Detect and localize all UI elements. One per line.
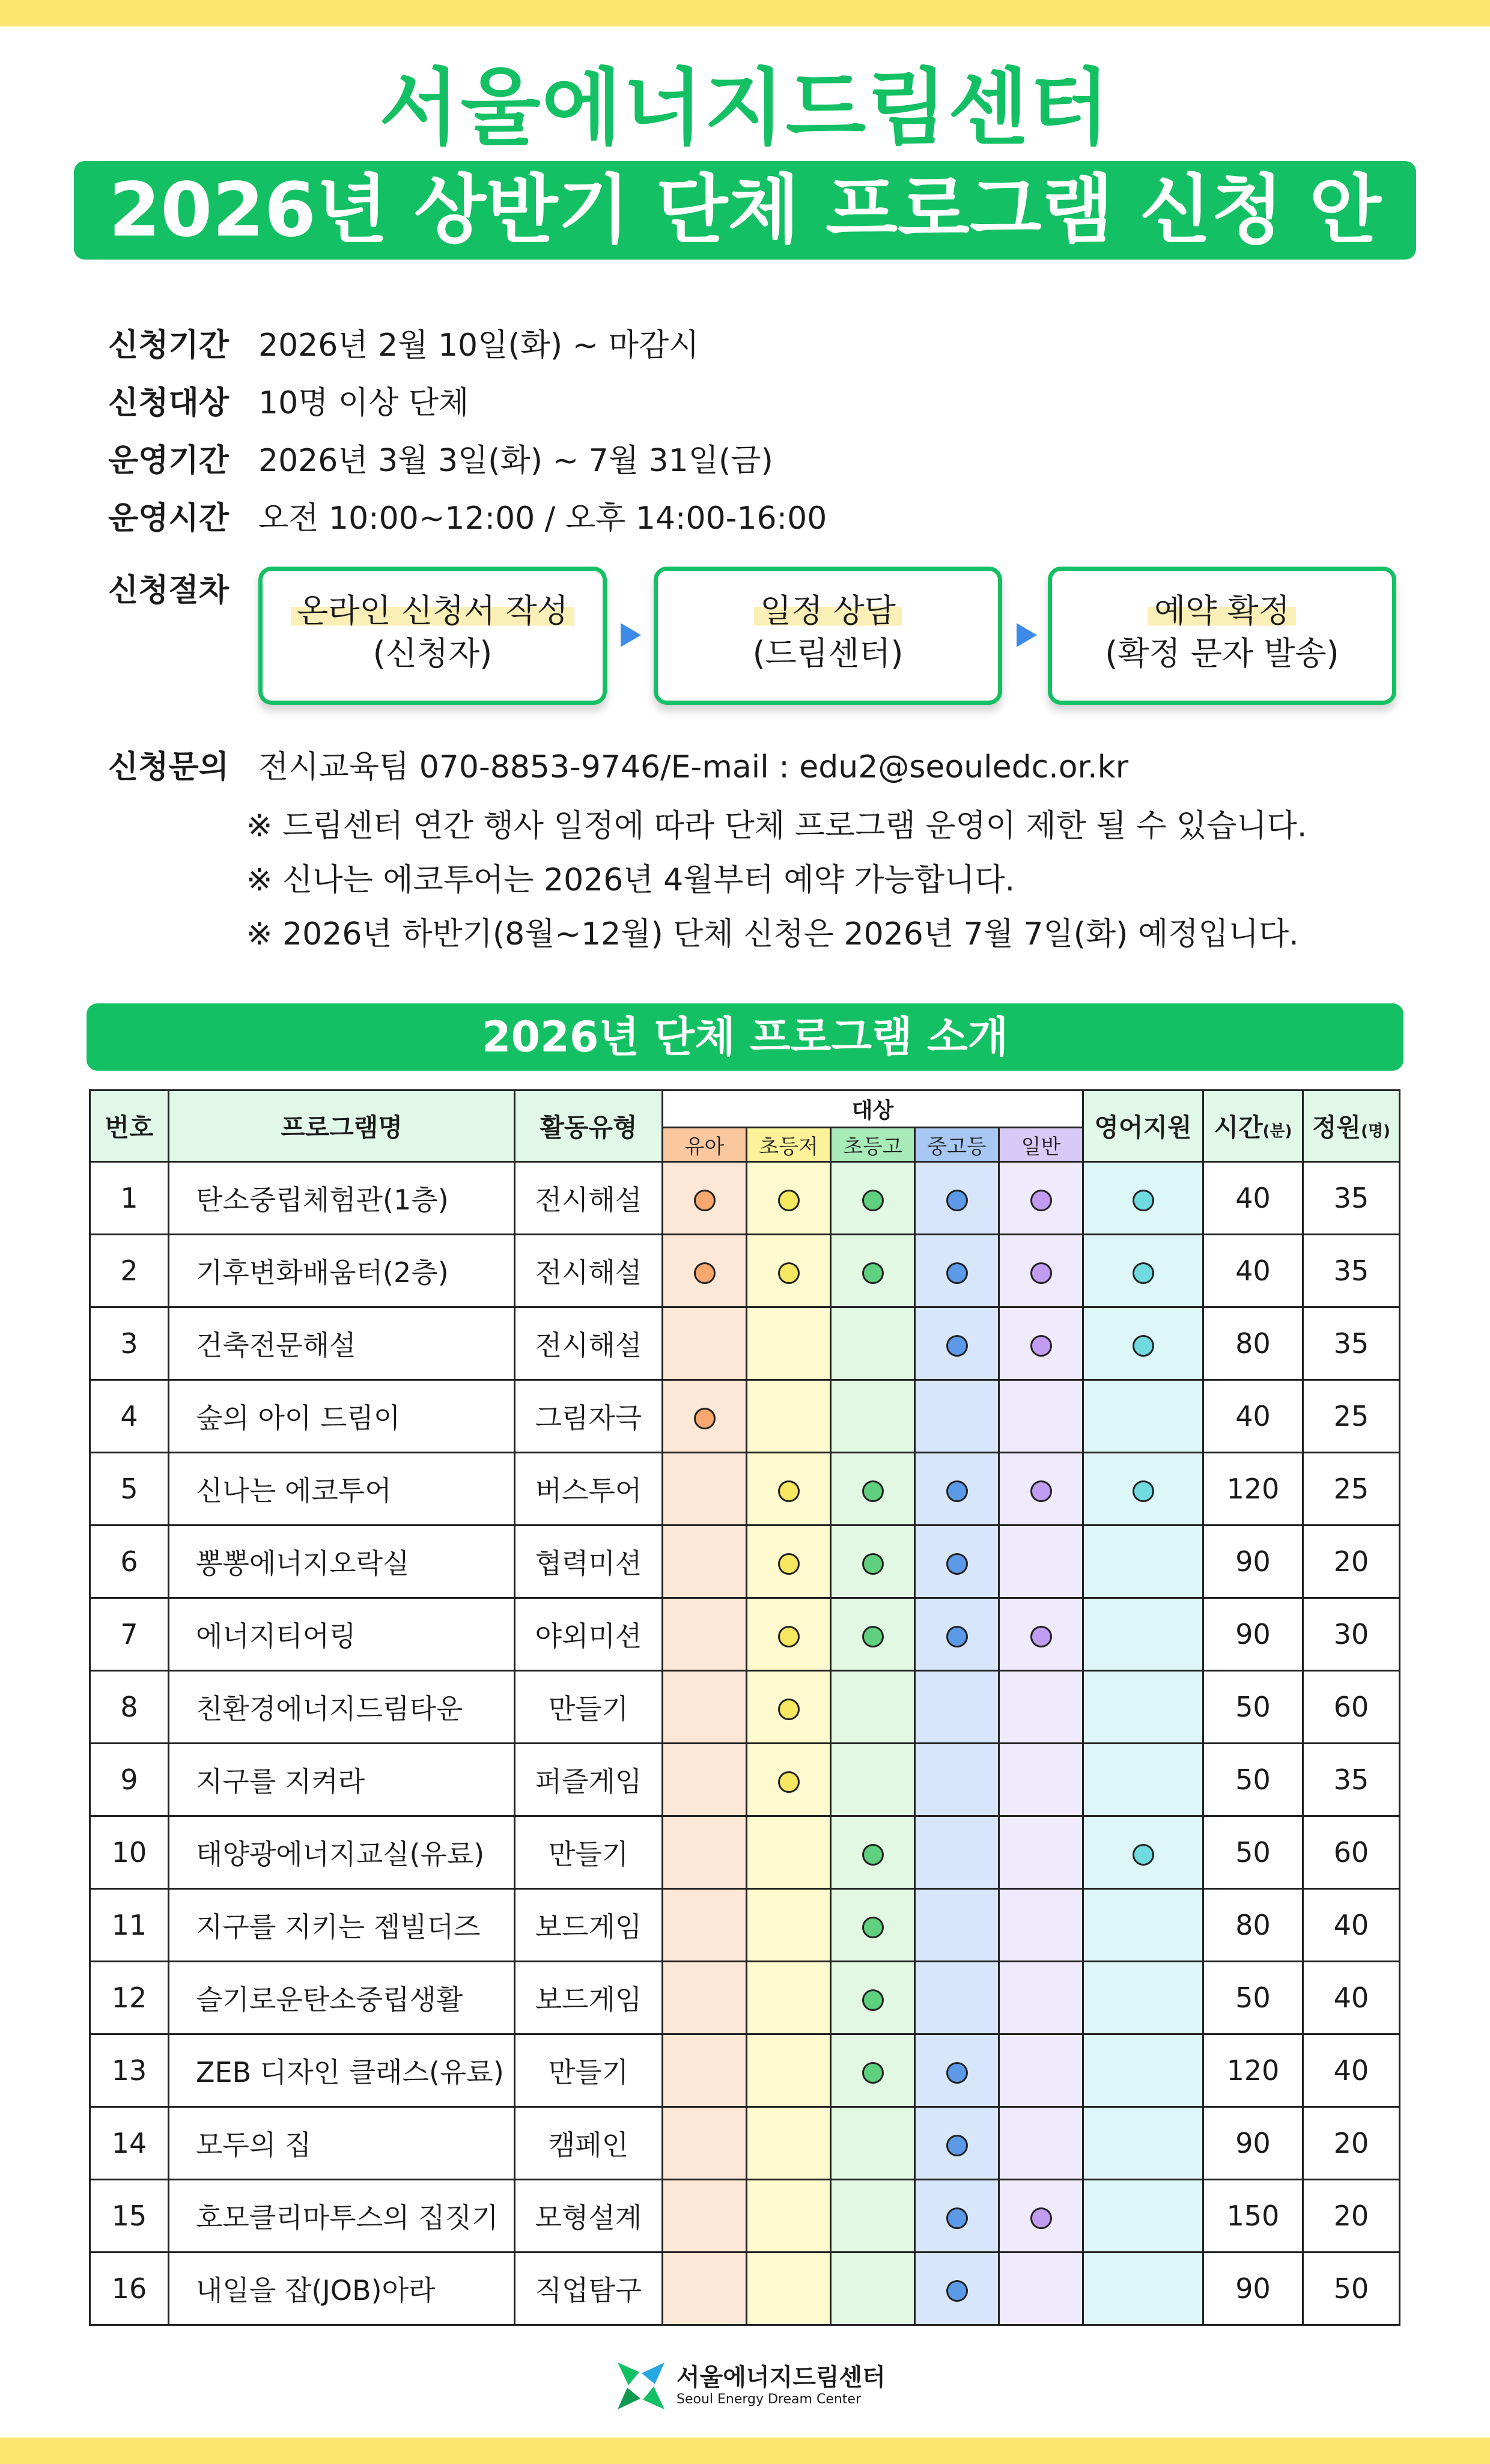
row-english-cell: [1083, 1962, 1203, 2034]
row-target-cell: [915, 2034, 999, 2107]
row-target-cell: [915, 1162, 999, 1235]
info-period: [108, 324, 699, 367]
row-capacity: 20: [1303, 1526, 1400, 1598]
target-infant: 유아: [663, 1128, 747, 1162]
row-capacity: 20: [1303, 2107, 1400, 2180]
row-time: 50: [1203, 1671, 1303, 1744]
row-type: 캠페인: [515, 2107, 663, 2180]
row-target-cell: [999, 2253, 1083, 2325]
row-target-cell: [831, 2107, 915, 2180]
step-title: 일정 상담: [754, 592, 902, 630]
circle-mark-icon: [862, 1626, 884, 1647]
circle-mark-icon: [1030, 1335, 1052, 1357]
info-label: 신청대상: [108, 385, 229, 421]
row-time: 40: [1203, 1380, 1303, 1453]
row-no: 1: [90, 1162, 169, 1235]
row-time: 40: [1203, 1162, 1303, 1235]
row-target-cell: [663, 1453, 747, 1526]
row-name: 지구를 지켜라: [169, 1744, 515, 1816]
row-target-cell: [747, 1162, 831, 1235]
row-target-cell: [663, 2180, 747, 2253]
row-target-cell: [747, 1671, 831, 1744]
header-capacity-unit: (명): [1361, 1122, 1391, 1140]
row-target-cell: [831, 1453, 915, 1526]
row-time: 90: [1203, 2253, 1303, 2325]
row-target-cell: [663, 2034, 747, 2107]
row-name: 내일을 잡(JOB)아라: [169, 2253, 515, 2325]
row-name: 건축전문해설: [169, 1307, 515, 1380]
header-target: 대상: [663, 1091, 1083, 1128]
row-no: 9: [90, 1744, 169, 1816]
procedure-step-3: [1048, 567, 1396, 705]
row-target-cell: [663, 1816, 747, 1889]
row-target-cell: [831, 2253, 915, 2325]
row-target-cell: [915, 1526, 999, 1598]
row-time: 90: [1203, 1526, 1303, 1598]
info-value: 2026년 3월 3일(화) ~ 7월 31일(금): [258, 443, 773, 479]
row-target-cell: [831, 1744, 915, 1816]
row-capacity: 35: [1303, 1235, 1400, 1307]
row-target-cell: [915, 1744, 999, 1816]
row-target-cell: [999, 1962, 1083, 2034]
row-capacity: 20: [1303, 2180, 1400, 2253]
circle-mark-icon: [1030, 2207, 1052, 2229]
note-2: ※ 신나는 에코투어는 2026년 4월부터 예약 가능합니다.: [246, 862, 1015, 898]
circle-mark-icon: [946, 1262, 968, 1284]
row-target-cell: [747, 1816, 831, 1889]
arrow-right-icon: [621, 623, 641, 647]
row-type: 퍼즐게임: [515, 1744, 663, 1816]
row-target-cell: [663, 1526, 747, 1598]
row-target-cell: [999, 2034, 1083, 2107]
table-row: [90, 1380, 1400, 1453]
circle-mark-icon: [694, 1408, 716, 1429]
header-english: 영어지원: [1083, 1091, 1203, 1162]
row-capacity: 40: [1303, 2034, 1400, 2107]
row-name: 신나는 에코투어: [169, 1453, 515, 1526]
note-3: ※ 2026년 하반기(8월~12월) 단체 신청은 2026년 7월 7일(화) 예정입니다.: [246, 916, 1299, 952]
row-english-cell: [1083, 1889, 1203, 1962]
row-english-cell: [1083, 1744, 1203, 1816]
circle-mark-icon: [694, 1190, 716, 1211]
circle-mark-icon: [946, 1626, 968, 1647]
row-target-cell: [747, 2034, 831, 2107]
row-target-cell: [663, 1598, 747, 1671]
table-row: [90, 1235, 1400, 1307]
row-no: 14: [90, 2107, 169, 2180]
row-target-cell: [663, 1162, 747, 1235]
row-target-cell: [831, 1671, 915, 1744]
row-target-cell: [831, 1889, 915, 1962]
row-time: 80: [1203, 1307, 1303, 1380]
circle-mark-icon: [1133, 1844, 1154, 1866]
row-target-cell: [915, 1380, 999, 1453]
row-type: 협력미션: [515, 1526, 663, 1598]
center-logo-icon: [615, 2360, 667, 2412]
row-target-cell: [747, 1962, 831, 2034]
circle-mark-icon: [778, 1626, 800, 1647]
inquiry-label: 신청문의: [108, 749, 229, 785]
row-target-cell: [999, 1453, 1083, 1526]
row-target-cell: [999, 1671, 1083, 1744]
circle-mark-icon: [946, 2062, 968, 2084]
row-no: 8: [90, 1671, 169, 1744]
row-type: 그림자극: [515, 1380, 663, 1453]
row-target-cell: [831, 1962, 915, 2034]
row-target-cell: [831, 2034, 915, 2107]
circle-mark-icon: [862, 1262, 884, 1284]
inquiry-value: 전시교육팀 070-8853-9746/E-mail : edu2@seouledc.or.kr: [258, 749, 1129, 785]
row-target-cell: [999, 1744, 1083, 1816]
info-value: 2026년 2월 10일(화) ~ 마감시: [258, 327, 699, 364]
circle-mark-icon: [862, 1190, 884, 1211]
row-target-cell: [999, 1889, 1083, 1962]
row-target-cell: [915, 1962, 999, 2034]
step-title: 예약 확정: [1148, 592, 1296, 630]
header-time-unit: (분): [1262, 1122, 1292, 1140]
circle-mark-icon: [778, 1553, 800, 1575]
row-target-cell: [663, 1307, 747, 1380]
row-capacity: 60: [1303, 1671, 1400, 1744]
row-target-cell: [831, 1816, 915, 1889]
row-no: 5: [90, 1453, 169, 1526]
target-secondary: 중고등: [915, 1128, 999, 1162]
circle-mark-icon: [778, 1771, 800, 1793]
procedure-step-2: [654, 567, 1002, 705]
row-capacity: 60: [1303, 1816, 1400, 1889]
row-time: 40: [1203, 1235, 1303, 1307]
row-target-cell: [831, 1598, 915, 1671]
row-time: 150: [1203, 2180, 1303, 2253]
row-english-cell: [1083, 1162, 1203, 1235]
row-capacity: 50: [1303, 2253, 1400, 2325]
circle-mark-icon: [946, 2280, 968, 2302]
row-target-cell: [999, 1816, 1083, 1889]
row-name: 숲의 아이 드림이: [169, 1380, 515, 1453]
row-target-cell: [663, 1235, 747, 1307]
row-time: 120: [1203, 2034, 1303, 2107]
table-row: [90, 2107, 1400, 2180]
circle-mark-icon: [1133, 1190, 1154, 1211]
page-title: 서울에너지드림센터: [379, 59, 1111, 156]
row-english-cell: [1083, 1307, 1203, 1380]
circle-mark-icon: [778, 1480, 800, 1502]
row-capacity: 35: [1303, 1744, 1400, 1816]
row-target-cell: [915, 1816, 999, 1889]
row-type: 전시해설: [515, 1307, 663, 1380]
circle-mark-icon: [946, 1480, 968, 1502]
program-rows: [90, 1162, 1400, 2325]
row-english-cell: [1083, 1598, 1203, 1671]
row-target-cell: [747, 1598, 831, 1671]
row-target-cell: [747, 1380, 831, 1453]
row-no: 16: [90, 2253, 169, 2325]
note-1: ※ 드림센터 연간 행사 일정에 따라 단체 프로그램 운영이 제한 될 수 있습니다.: [246, 808, 1307, 844]
row-target-cell: [831, 2180, 915, 2253]
bottom-band: [0, 2438, 1490, 2464]
row-type: 모형설계: [515, 2180, 663, 2253]
row-type: 전시해설: [515, 1162, 663, 1235]
table-row: [90, 1744, 1400, 1816]
info-label: 운영시간: [108, 500, 229, 537]
circle-mark-icon: [862, 1844, 884, 1866]
circle-mark-icon: [862, 1989, 884, 2011]
row-name: 탄소중립체험관(1층): [169, 1162, 515, 1235]
row-time: 90: [1203, 2107, 1303, 2180]
row-target-cell: [663, 2253, 747, 2325]
target-general: 일반: [999, 1128, 1083, 1162]
row-time: 50: [1203, 1962, 1303, 2034]
row-target-cell: [747, 1235, 831, 1307]
procedure-label-row: [108, 570, 258, 612]
row-target-cell: [915, 1453, 999, 1526]
row-type: 만들기: [515, 1816, 663, 1889]
row-name: 호모클리마투스의 집짓기: [169, 2180, 515, 2253]
step-sub: (확정 문자 발송): [1105, 634, 1339, 672]
row-target-cell: [663, 2107, 747, 2180]
row-target-cell: [747, 2107, 831, 2180]
row-no: 12: [90, 1962, 169, 2034]
row-name: 뽕뽕에너지오락실: [169, 1526, 515, 1598]
table-row: [90, 2034, 1400, 2107]
row-name: 기후변화배움터(2층): [169, 1235, 515, 1307]
row-english-cell: [1083, 1235, 1203, 1307]
info-label: 운영기간: [108, 443, 229, 479]
row-no: 2: [90, 1235, 169, 1307]
row-time: 90: [1203, 1598, 1303, 1671]
row-name: 태양광에너지교실(유료): [169, 1816, 515, 1889]
row-type: 만들기: [515, 2034, 663, 2107]
row-english-cell: [1083, 2107, 1203, 2180]
row-target-cell: [999, 1235, 1083, 1307]
row-target-cell: [747, 2180, 831, 2253]
row-no: 11: [90, 1889, 169, 1962]
row-type: 만들기: [515, 1671, 663, 1744]
top-band: [0, 0, 1490, 26]
row-target-cell: [999, 2107, 1083, 2180]
row-target-cell: [915, 1671, 999, 1744]
row-capacity: 25: [1303, 1453, 1400, 1526]
row-english-cell: [1083, 1526, 1203, 1598]
row-target-cell: [915, 1889, 999, 1962]
row-time: 120: [1203, 1453, 1303, 1526]
row-target-cell: [915, 2107, 999, 2180]
section-title: 2026년 단체 프로그램 소개: [87, 1003, 1403, 1071]
circle-mark-icon: [694, 1262, 716, 1284]
info-operation-period: [108, 440, 773, 482]
row-no: 15: [90, 2180, 169, 2253]
table-row: [90, 1598, 1400, 1671]
header-name: 프로그램명: [169, 1091, 515, 1162]
row-target-cell: [999, 1526, 1083, 1598]
circle-mark-icon: [946, 2207, 968, 2229]
row-time: 80: [1203, 1889, 1303, 1962]
row-capacity: 40: [1303, 1889, 1400, 1962]
table-row: [90, 1526, 1400, 1598]
row-name: 모두의 집: [169, 2107, 515, 2180]
row-target-cell: [663, 1671, 747, 1744]
footer-english: Seoul Energy Dream Center: [677, 2392, 862, 2407]
row-type: 버스투어: [515, 1453, 663, 1526]
row-english-cell: [1083, 1380, 1203, 1453]
info-operation-time: [108, 497, 827, 540]
table-row: [90, 1307, 1400, 1380]
row-capacity: 25: [1303, 1380, 1400, 1453]
table-row: [90, 2253, 1400, 2325]
row-capacity: 40: [1303, 1962, 1400, 2034]
circle-mark-icon: [946, 1190, 968, 1211]
info-target: [108, 382, 469, 424]
info-value: 오전 10:00~12:00 / 오후 14:00-16:00: [258, 500, 827, 537]
row-target-cell: [747, 2253, 831, 2325]
footer-logo: [615, 2360, 886, 2412]
header-time: [1203, 1091, 1303, 1162]
target-elementary-low: 초등저: [747, 1128, 831, 1162]
circle-mark-icon: [1133, 1262, 1154, 1284]
row-type: 야외미션: [515, 1598, 663, 1671]
row-target-cell: [915, 1307, 999, 1380]
header-type: 활동유형: [515, 1091, 663, 1162]
row-target-cell: [999, 1307, 1083, 1380]
row-target-cell: [831, 1526, 915, 1598]
footer-name: 서울에너지드림센터: [677, 2364, 886, 2391]
row-target-cell: [915, 1235, 999, 1307]
table-row: [90, 2180, 1400, 2253]
circle-mark-icon: [1030, 1190, 1052, 1211]
row-target-cell: [747, 1889, 831, 1962]
row-no: 10: [90, 1816, 169, 1889]
table-row: [90, 1162, 1400, 1235]
row-target-cell: [999, 1162, 1083, 1235]
row-type: 전시해설: [515, 1235, 663, 1307]
row-capacity: 35: [1303, 1307, 1400, 1380]
header-no: 번호: [90, 1091, 169, 1162]
header-time-label: 시간: [1214, 1113, 1263, 1142]
row-target-cell: [915, 2180, 999, 2253]
row-target-cell: [999, 1380, 1083, 1453]
row-time: 50: [1203, 1744, 1303, 1816]
row-target-cell: [999, 2180, 1083, 2253]
row-no: 3: [90, 1307, 169, 1380]
circle-mark-icon: [1030, 1626, 1052, 1647]
circle-mark-icon: [778, 1190, 800, 1211]
step-sub: (신청자): [372, 634, 493, 672]
circle-mark-icon: [946, 1553, 968, 1575]
row-no: 7: [90, 1598, 169, 1671]
row-capacity: 35: [1303, 1162, 1400, 1235]
header-capacity-label: 정원: [1312, 1113, 1361, 1142]
circle-mark-icon: [946, 2135, 968, 2156]
circle-mark-icon: [1030, 1480, 1052, 1502]
row-target-cell: [747, 1453, 831, 1526]
row-type: 직업탐구: [515, 2253, 663, 2325]
row-type: 보드게임: [515, 1962, 663, 2034]
row-name: 에너지티어링: [169, 1598, 515, 1671]
circle-mark-icon: [862, 2062, 884, 2084]
circle-mark-icon: [1133, 1480, 1154, 1502]
procedure-step-1: [258, 567, 607, 705]
row-target-cell: [747, 1307, 831, 1380]
circle-mark-icon: [862, 1553, 884, 1575]
row-target-cell: [831, 1380, 915, 1453]
row-name: ZEB 디자인 클래스(유료): [169, 2034, 515, 2107]
row-target-cell: [915, 1598, 999, 1671]
circle-mark-icon: [1133, 1335, 1154, 1357]
table-row: [90, 1816, 1400, 1889]
info-value: 10명 이상 단체: [258, 385, 469, 421]
circle-mark-icon: [862, 1917, 884, 1938]
row-target-cell: [831, 1235, 915, 1307]
row-english-cell: [1083, 1453, 1203, 1526]
circle-mark-icon: [946, 1335, 968, 1357]
row-english-cell: [1083, 1816, 1203, 1889]
step-sub: (드림센터): [752, 634, 904, 672]
table-row: [90, 1962, 1400, 2034]
row-english-cell: [1083, 2034, 1203, 2107]
row-capacity: 30: [1303, 1598, 1400, 1671]
circle-mark-icon: [862, 1480, 884, 1502]
page-subtitle: 2026년 상반기 단체 프로그램 신청 안내: [74, 161, 1416, 260]
row-target-cell: [831, 1162, 915, 1235]
row-no: 4: [90, 1380, 169, 1453]
table-row: [90, 1671, 1400, 1744]
program-table: [89, 1089, 1400, 2326]
row-target-cell: [663, 1889, 747, 1962]
row-name: 지구를 지키는 젭빌더즈: [169, 1889, 515, 1962]
row-english-cell: [1083, 2180, 1203, 2253]
row-target-cell: [831, 1307, 915, 1380]
step-title: 온라인 신청서 작성: [291, 592, 574, 630]
row-target-cell: [999, 1598, 1083, 1671]
row-no: 13: [90, 2034, 169, 2107]
row-target-cell: [663, 1744, 747, 1816]
target-elementary-high: 초등고: [831, 1128, 915, 1162]
row-target-cell: [915, 2253, 999, 2325]
row-no: 6: [90, 1526, 169, 1598]
row-english-cell: [1083, 2253, 1203, 2325]
info-label: 신청기간: [108, 327, 229, 364]
procedure-label: 신청절차: [108, 573, 229, 609]
circle-mark-icon: [778, 1699, 800, 1720]
row-name: 친환경에너지드림타운: [169, 1671, 515, 1744]
row-type: 보드게임: [515, 1889, 663, 1962]
row-name: 슬기로운탄소중립생활: [169, 1962, 515, 2034]
row-english-cell: [1083, 1671, 1203, 1744]
header-capacity: [1303, 1091, 1400, 1162]
row-target-cell: [663, 1380, 747, 1453]
arrow-right-icon: [1017, 623, 1037, 647]
row-target-cell: [747, 1744, 831, 1816]
table-row: [90, 1453, 1400, 1526]
row-time: 50: [1203, 1816, 1303, 1889]
circle-mark-icon: [1030, 1262, 1052, 1284]
row-target-cell: [747, 1526, 831, 1598]
table-row: [90, 1889, 1400, 1962]
inquiry-row: [108, 746, 1128, 788]
row-target-cell: [663, 1962, 747, 2034]
circle-mark-icon: [778, 1262, 800, 1284]
